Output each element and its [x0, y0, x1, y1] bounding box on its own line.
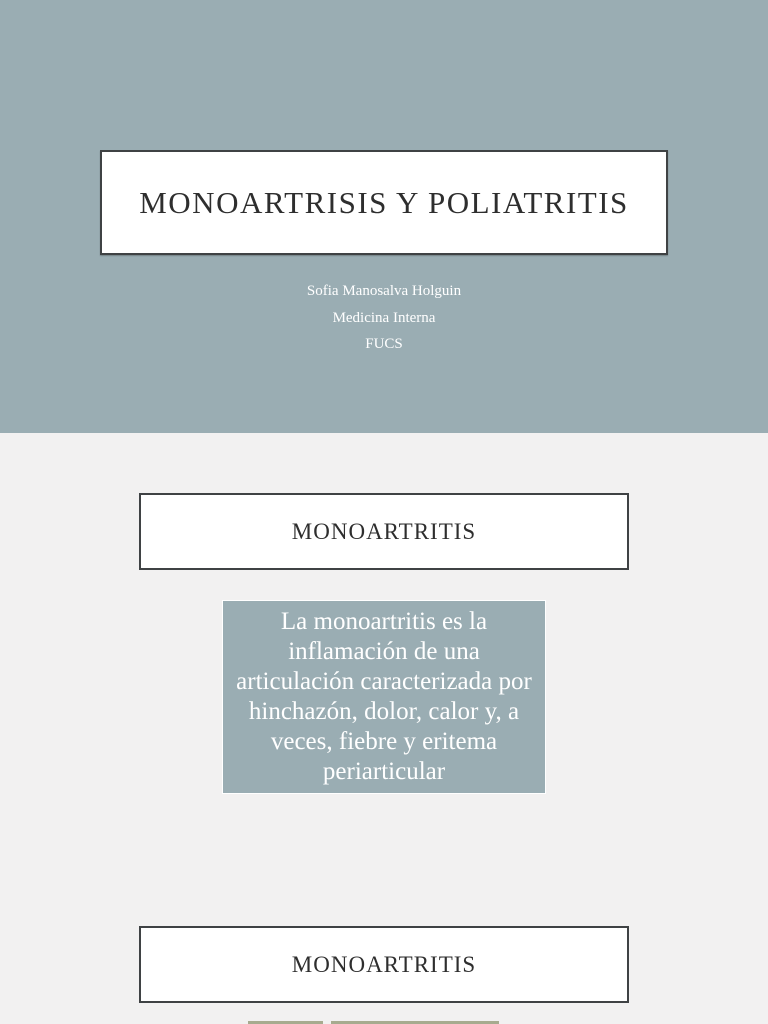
subtitle-block	[0, 278, 768, 358]
institution-name: FUCS	[365, 336, 403, 352]
department-name: Medicina Interna	[332, 309, 436, 326]
definition-text: La monoartritis es la inflamación de una articulación caracterizada por hinchazón, dolor, calor y, a veces, fiebre y eritema periarticular	[236, 608, 532, 785]
author-name: Sofia Manosalva Holguin	[306, 283, 462, 299]
title-box	[100, 150, 668, 255]
section-heading-2: MONOARTRITIS	[291, 951, 477, 977]
definition-box	[222, 600, 546, 794]
section-heading-box-2	[139, 926, 629, 1003]
title-slide	[0, 0, 768, 433]
section-heading-box	[139, 493, 629, 570]
section-heading: MONOARTRITIS	[291, 518, 477, 544]
presentation-title: MONOARTRISIS Y POLIATRITIS	[139, 184, 629, 220]
